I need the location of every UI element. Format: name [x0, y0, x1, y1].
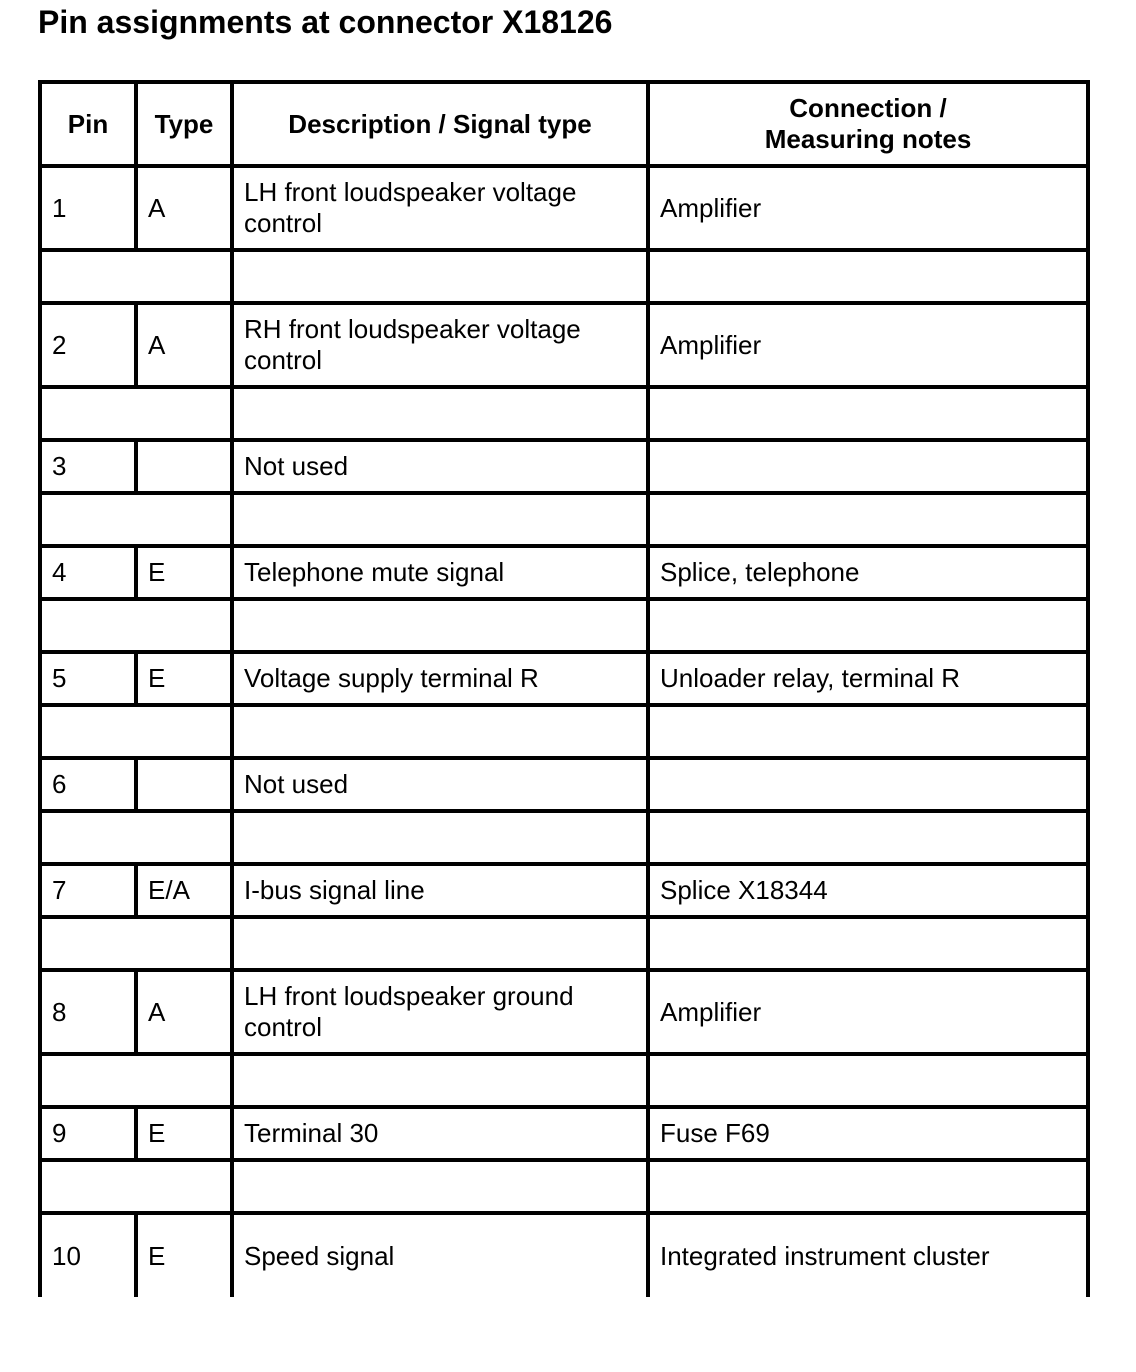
pin-cell: 5: [40, 652, 136, 705]
header-connection-line2: Measuring notes: [764, 124, 972, 154]
connection-cell: Amplifier: [648, 303, 1088, 387]
table-row: [40, 440, 1088, 493]
type-cell: E: [136, 1107, 232, 1160]
description-cell: RH front loudspeaker voltage control: [232, 303, 648, 387]
type-cell: E: [136, 546, 232, 599]
header-connection: [648, 82, 1088, 166]
pin-cell: 9: [40, 1107, 136, 1160]
type-cell: [136, 440, 232, 493]
spacer-row: [40, 493, 1088, 546]
pin-cell: 10: [40, 1213, 136, 1297]
connection-cell: Unloader relay, terminal R: [648, 652, 1088, 705]
connection-cell: Amplifier: [648, 970, 1088, 1054]
header-type: Type: [136, 82, 232, 166]
connection-cell: Splice X18344: [648, 864, 1088, 917]
spacer-row: [40, 250, 1088, 303]
description-cell: Terminal 30: [232, 1107, 648, 1160]
connection-cell: Amplifier: [648, 166, 1088, 250]
spacer-row: [40, 599, 1088, 652]
spacer-row: [40, 1054, 1088, 1107]
table-row: [40, 546, 1088, 599]
type-cell: E: [136, 652, 232, 705]
description-cell: Not used: [232, 440, 648, 493]
spacer-row: [40, 811, 1088, 864]
type-cell: E: [136, 1213, 232, 1297]
description-cell: Not used: [232, 758, 648, 811]
header-description: Description / Signal type: [232, 82, 648, 166]
type-cell: A: [136, 303, 232, 387]
spacer-row: [40, 917, 1088, 970]
pin-cell: 3: [40, 440, 136, 493]
spacer-row: [40, 705, 1088, 758]
description-cell: Telephone mute signal: [232, 546, 648, 599]
table-row: [40, 166, 1088, 250]
pin-cell: 7: [40, 864, 136, 917]
description-cell: I-bus signal line: [232, 864, 648, 917]
type-cell: A: [136, 970, 232, 1054]
connection-cell: Splice, telephone: [648, 546, 1088, 599]
description-cell: Voltage supply terminal R: [232, 652, 648, 705]
description-cell: Speed signal: [232, 1213, 648, 1297]
table-row: [40, 1213, 1088, 1297]
page-title: Pin assignments at connector X18126: [38, 4, 613, 40]
table-row: [40, 864, 1088, 917]
description-cell: LH front loudspeaker voltage control: [232, 166, 648, 250]
pin-cell: 2: [40, 303, 136, 387]
type-cell: [136, 758, 232, 811]
connection-cell: Integrated instrument cluster: [648, 1213, 1088, 1297]
pin-cell: 6: [40, 758, 136, 811]
spacer-row: [40, 387, 1088, 440]
pin-cell: 8: [40, 970, 136, 1054]
pin-cell: 1: [40, 166, 136, 250]
connection-cell: [648, 758, 1088, 811]
description-cell: LH front loudspeaker ground control: [232, 970, 648, 1054]
pin-assignment-table: [38, 80, 1090, 1297]
table-row: [40, 758, 1088, 811]
header-pin: Pin: [40, 82, 136, 166]
table-row: [40, 652, 1088, 705]
table-row: [40, 970, 1088, 1054]
spacer-row: [40, 1160, 1088, 1213]
type-cell: E/A: [136, 864, 232, 917]
pin-cell: 4: [40, 546, 136, 599]
connection-cell: Fuse F69: [648, 1107, 1088, 1160]
connection-cell: [648, 440, 1088, 493]
type-cell: A: [136, 166, 232, 250]
table-row: [40, 303, 1088, 387]
table-row: [40, 1107, 1088, 1160]
table-header-row: [40, 82, 1088, 166]
header-connection-line1: Connection /: [789, 93, 947, 123]
